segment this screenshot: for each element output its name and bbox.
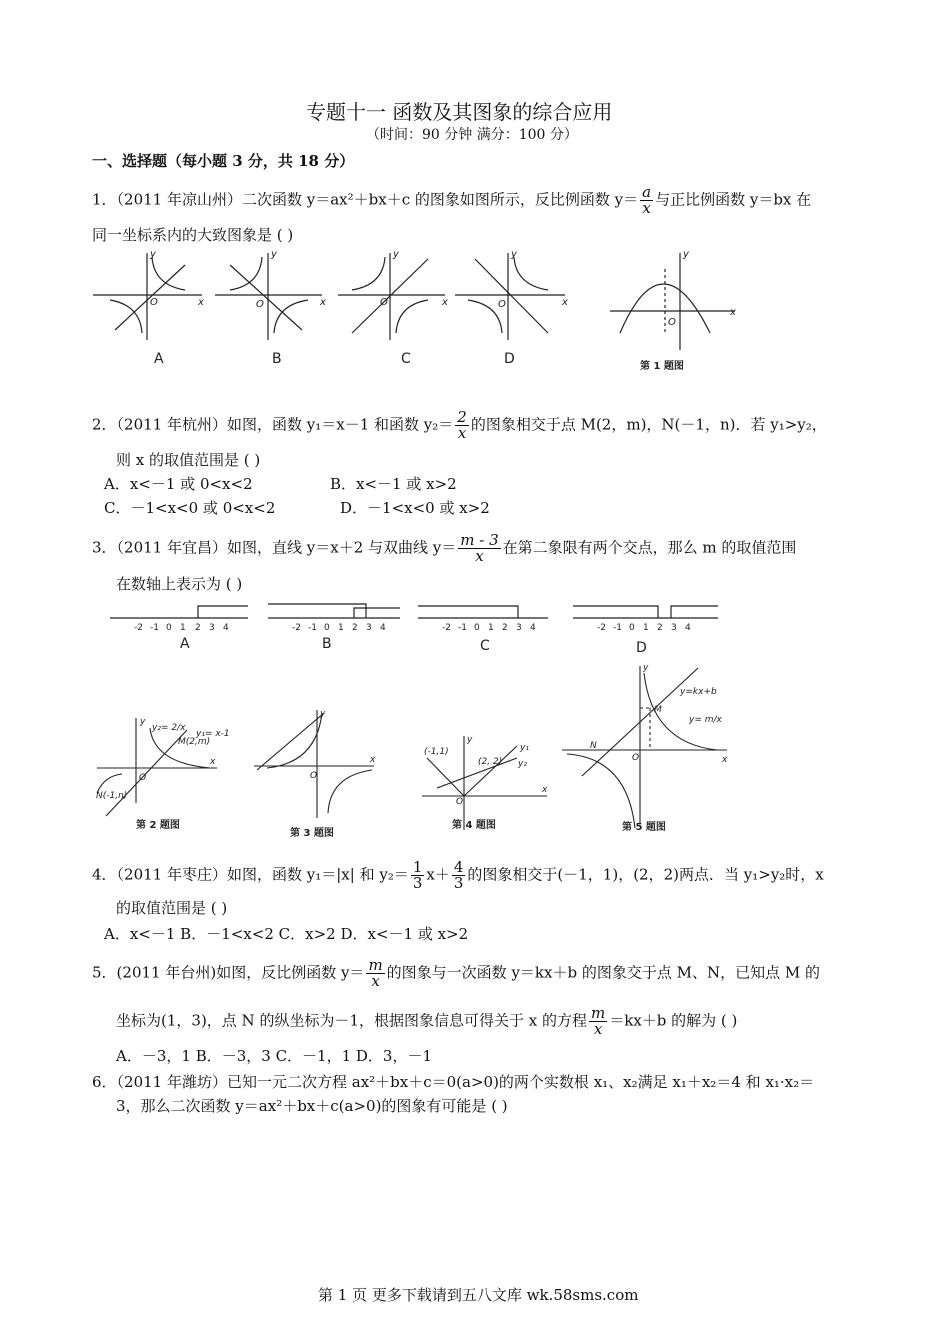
q3c-tick: 4 — [530, 623, 536, 633]
question-4-line-1 — [92, 860, 824, 891]
q5-fraction-2 — [589, 1006, 607, 1037]
q4-text-m: x＋ — [426, 865, 450, 884]
svg-text:x: x — [210, 757, 216, 767]
page-footer: 第 1 页 更多下载请到五八文库 wk.58sms.com — [318, 1286, 639, 1304]
svg-text:y: y — [320, 709, 326, 719]
svg-text:y: y — [150, 249, 156, 260]
fig5-caption: 第 5 题图 — [622, 822, 666, 833]
q3d-tick: 4 — [685, 623, 691, 633]
b-line — [230, 265, 302, 330]
page-subtitle: （时间：90 分钟 满分：100 分） — [366, 127, 578, 143]
q3a-tick: -1 — [150, 623, 159, 633]
q5-text-a: 5．(2011 年台州)如图，反比例函数 y＝ — [92, 963, 365, 982]
q1-label-d: D — [504, 351, 515, 367]
fig4-caption: 第 4 题图 — [452, 820, 496, 831]
question-1-line-2: 同一坐标系内的大致图象是 ( ) — [92, 226, 294, 244]
q3-text-b: 在第二象限有两个交点，那么 m 的取值范围 — [502, 538, 797, 557]
c-hyperbola-1 — [352, 257, 385, 290]
q4-frac1-den: 3 — [412, 874, 423, 892]
q5-text-b: 的图象与一次函数 y＝kx＋b 的图象交于点 M、N，已知点 M 的 — [386, 963, 820, 982]
svg-text:O: O — [456, 797, 464, 807]
q3d-tick: -2 — [597, 623, 606, 633]
q1-text-b: 与正比例函数 y＝bx 在 — [655, 190, 812, 209]
q5-fraction — [366, 958, 384, 989]
svg-text:x: x — [562, 297, 568, 308]
q3-frac-den: x — [475, 547, 484, 565]
svg-text:x: x — [730, 307, 736, 318]
fig2-point-n: N(-1,n) — [96, 791, 128, 801]
q3a-tick: 0 — [166, 623, 172, 633]
svg-text:x: x — [198, 297, 204, 308]
fig4-y2: y₂ — [518, 759, 527, 769]
q3a-tick: 1 — [180, 623, 186, 633]
q3-number-lines — [108, 596, 728, 656]
q3c-tick: -1 — [458, 623, 467, 633]
fig2-point-m: M(2,m) — [178, 737, 211, 747]
svg-text:O: O — [380, 297, 388, 308]
q3b-tick: -1 — [308, 623, 317, 633]
svg-text:y: y — [643, 663, 649, 673]
question-5-line-1 — [92, 958, 820, 989]
svg-text:y: y — [467, 735, 473, 745]
q1-label-b: B — [272, 351, 282, 367]
question-2-line-2: 则 x 的取值范围是 ( ) — [116, 451, 261, 469]
question-3-line-2: 在数轴上表示为 ( ) — [116, 575, 243, 593]
fig5-hyperbola-label: y= m/x — [689, 715, 722, 725]
q2-text-b: 的图象相交于点 M(2，m)，N(－1，n)．若 y₁>y₂， — [470, 415, 827, 434]
svg-text:x: x — [722, 755, 728, 765]
q5-options: A．－3，1 B．－3，3 C．－1，1 D．3，－1 — [116, 1047, 433, 1065]
a-hyperbola-2 — [110, 300, 142, 333]
fig3-caption: 第 3 题图 — [290, 828, 334, 838]
d-line — [475, 259, 548, 333]
q4-fraction-2 — [452, 860, 466, 891]
q1-frac-num: a — [642, 183, 652, 201]
svg-text:O: O — [139, 773, 147, 783]
svg-text:x: x — [320, 297, 326, 308]
q1-option-graphs — [90, 245, 750, 375]
q2-option-a: A．x<－1 或 0<x<2 — [104, 475, 253, 493]
question-1-line-1 — [92, 185, 811, 216]
svg-text:O: O — [632, 753, 640, 763]
q3b-tick: 2 — [352, 623, 358, 633]
q3b-tick: 0 — [324, 623, 330, 633]
q3c-tick: 0 — [474, 623, 480, 633]
q1-text-a: 1．（2011 年凉山州）二次函数 y＝ax²＋bx＋c 的图象如图所示，反比例函数 y＝ — [92, 190, 639, 209]
fig1-caption: 第 1 题图 — [640, 361, 684, 372]
q1-fraction — [640, 185, 653, 216]
svg-text:y: y — [271, 249, 277, 260]
q3d-tick: 3 — [671, 623, 677, 633]
q3a-tick: 3 — [209, 623, 215, 633]
q3a-tick: -2 — [134, 623, 143, 633]
svg-text:x: x — [442, 297, 448, 308]
q4-frac2-num: 4 — [453, 858, 464, 876]
svg-text:O: O — [150, 297, 158, 308]
section-title: 一、选择题（每小题 3 分，共 18 分） — [92, 152, 355, 170]
q3-label-c: C — [480, 638, 490, 654]
q3-label-a: A — [180, 636, 190, 652]
svg-text:y: y — [683, 249, 689, 260]
q4-frac2-den: 3 — [453, 874, 464, 892]
q1-frac-den: x — [642, 199, 651, 217]
q4-frac1-num: 1 — [412, 858, 423, 876]
page-title: 专题十一 函数及其图象的综合应用 — [306, 100, 613, 124]
q3c-tick: 2 — [502, 623, 508, 633]
b-hyperbola-1 — [230, 257, 262, 290]
svg-text:O: O — [256, 299, 264, 310]
fig4-point-22: (2, 2) — [478, 757, 503, 767]
q2-option-c: C．－1<x<0 或 0<x<2 — [104, 499, 276, 517]
q3d-tick: -1 — [613, 623, 622, 633]
q2-text-a: 2．（2011 年杭州）如图，函数 y₁＝x－1 和函数 y₂＝ — [92, 415, 454, 434]
q3-fraction — [458, 533, 500, 564]
q1-label-c: C — [401, 351, 411, 367]
figures-2-to-5 — [92, 658, 732, 838]
fig4-y1: y₁ — [520, 743, 529, 753]
q3d-tick: 2 — [657, 623, 663, 633]
svg-text:x: x — [542, 785, 548, 795]
q3b-tick: -2 — [292, 623, 301, 633]
fig5-line-label: y=kx+b — [680, 687, 717, 697]
q3-label-b: B — [322, 636, 332, 652]
q3b-tick: 1 — [338, 623, 344, 633]
svg-text:x: x — [370, 755, 376, 765]
q5-frac2-num: m — [591, 1004, 606, 1022]
q5-frac2-den: x — [593, 1020, 603, 1038]
fig2-y1-label: y₁= x-1 — [196, 729, 230, 739]
fig5-point-m: M — [654, 705, 662, 715]
svg-text:y: y — [140, 717, 146, 727]
q3c-tick: 3 — [516, 623, 522, 633]
q4-fraction-1 — [411, 860, 425, 891]
q3c-tick: -2 — [442, 623, 451, 633]
question-5-line-2 — [116, 1006, 737, 1037]
d-hyperbola-1 — [514, 257, 548, 290]
svg-text:y: y — [393, 249, 399, 260]
q3-text-a: 3．（2011 年宜昌）如图，直线 y＝x＋2 与双曲线 y＝ — [92, 538, 457, 557]
q3-label-d: D — [636, 640, 647, 656]
svg-text:y: y — [511, 249, 517, 260]
q3d-tick: 1 — [643, 623, 649, 633]
fig5-point-n: N — [590, 741, 597, 751]
question-2-line-1 — [92, 410, 827, 441]
q5-frac-den: x — [371, 972, 380, 990]
q4-options: A．x<－1 B．－1<x<2 C．x>2 D．x<－1 或 x>2 — [104, 925, 469, 943]
q5-text-d: ＝kx＋b 的解为 ( ) — [609, 1011, 738, 1030]
svg-text:O: O — [668, 317, 676, 328]
q3b-tick: 4 — [380, 623, 386, 633]
q2-frac-den: x — [457, 424, 467, 442]
q2-fraction — [455, 410, 469, 441]
q4-text-b: 的图象相交于(－1，1)，(2，2)两点．当 y₁>y₂时，x — [467, 865, 824, 884]
q4-text-a: 4．（2011 年枣庄）如图，函数 y₁＝|x| 和 y₂＝ — [92, 865, 409, 884]
q3d-tick: 0 — [629, 623, 635, 633]
q3a-tick: 2 — [195, 623, 201, 633]
q3c-tick: 1 — [488, 623, 494, 633]
q3a-tick: 4 — [223, 623, 229, 633]
q2-option-b: B．x<－1 或 x>2 — [330, 475, 457, 493]
b-hyperbola-2 — [274, 300, 308, 333]
svg-text:O: O — [310, 771, 318, 781]
q5-text-c: 坐标为(1，3)，点 N 的纵坐标为－1，根据图象信息可得关于 x 的方程 — [116, 1011, 587, 1030]
c-hyperbola-2 — [396, 300, 428, 333]
svg-text:O: O — [498, 299, 506, 310]
question-3-line-1 — [92, 533, 796, 564]
fig2-caption: 第 2 题图 — [136, 820, 180, 831]
q2-frac-num: 2 — [457, 408, 467, 426]
q3-frac-num: m - 3 — [460, 531, 499, 549]
fig2-y2-label: y₂= 2/x — [152, 723, 186, 733]
a-hyperbola-1 — [152, 257, 185, 290]
q3b-tick: 3 — [366, 623, 372, 633]
fig4-point-m11: (-1,1) — [424, 747, 449, 757]
d-hyperbola-2 — [468, 300, 502, 333]
question-4-line-2: 的取值范围是 ( ) — [116, 899, 228, 917]
question-6-line-2: 3，那么二次函数 y＝ax²＋bx＋c(a>0)的图象有可能是 ( ) — [116, 1097, 508, 1115]
q2-option-d: D．－1<x<0 或 x>2 — [340, 499, 490, 517]
q1-label-a: A — [154, 351, 164, 367]
q5-frac-num: m — [368, 956, 383, 974]
question-6-line-1: 6．（2011 年潍坊）已知一元二次方程 ax²＋bx＋c＝0(a>0)的两个实数根 x₁、x₂满足 x₁＋x₂＝4 和 x₁·x₂＝ — [92, 1073, 815, 1091]
